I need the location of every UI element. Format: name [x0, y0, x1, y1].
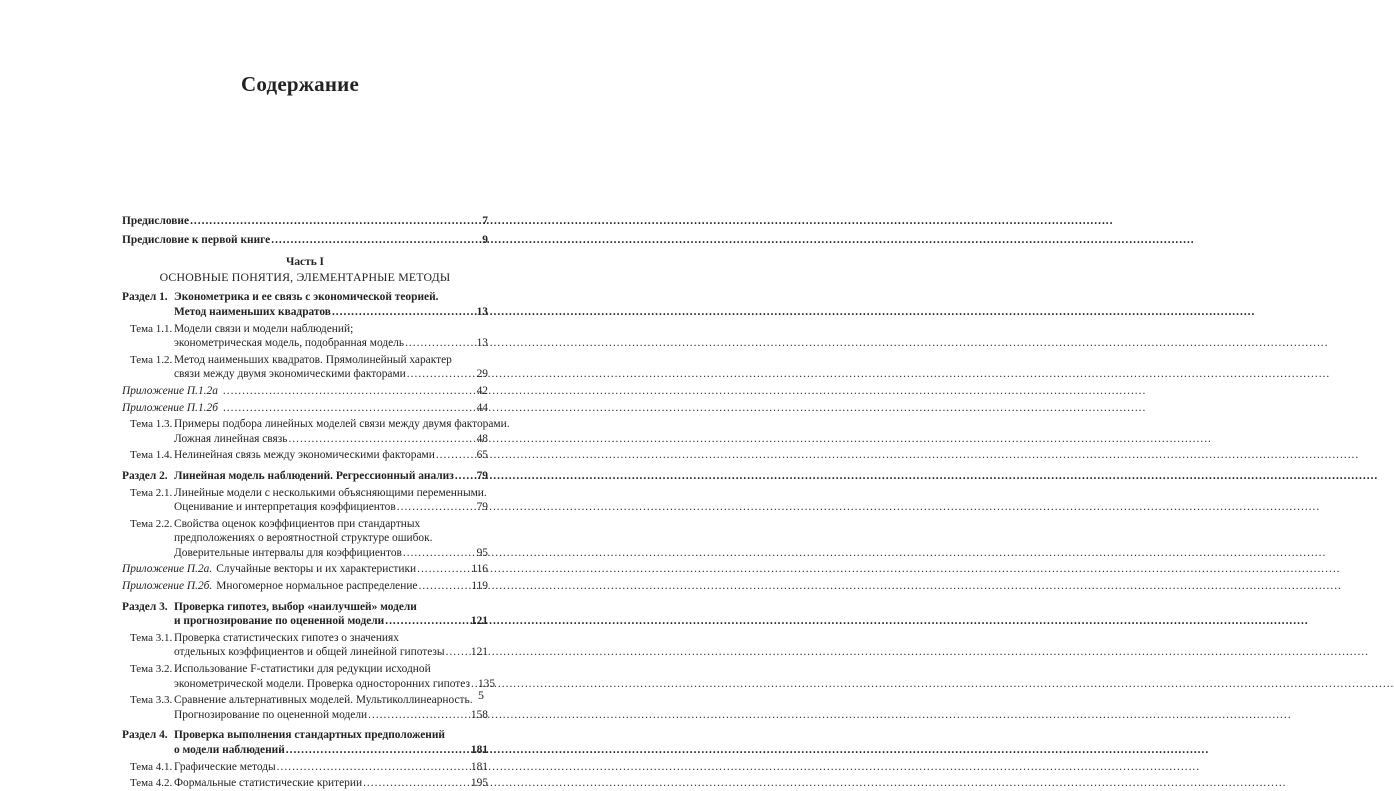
appendix-body	[122, 401, 488, 416]
toc-topic[interactable]	[122, 662, 496, 691]
topic-label: Тема 1.4.	[130, 449, 173, 462]
dot-leader	[446, 645, 470, 660]
dot-leader	[190, 214, 481, 229]
entry-line	[174, 600, 488, 615]
entry-page: 13	[476, 305, 488, 318]
dot-leader	[397, 500, 476, 515]
entry-line	[174, 500, 488, 515]
entry-text: Ложная линейная связь	[174, 432, 288, 445]
entry-text: Сравнение альтернативных моделей. Мультиколлинеарность.	[174, 694, 473, 707]
entry-page: 42	[476, 384, 488, 397]
dot-leader	[471, 677, 477, 692]
entry-page: 29	[476, 368, 488, 381]
entry-text: о модели наблюдений	[174, 744, 285, 756]
entry-line	[174, 322, 488, 337]
dot-leader	[405, 336, 476, 351]
entry-line	[174, 677, 496, 692]
entry-line	[174, 531, 488, 546]
entry-page: 121	[470, 615, 488, 628]
entry-line	[174, 776, 488, 791]
entry-line	[174, 614, 488, 629]
topic-label: Тема 2.1.	[130, 486, 173, 499]
toc-topic[interactable]	[122, 760, 488, 775]
entry-line	[174, 448, 488, 463]
entry-line	[174, 693, 488, 708]
toc-topic[interactable]	[122, 417, 510, 446]
entry-page: 116	[471, 563, 488, 576]
entry-page: 65	[476, 449, 488, 462]
entry-line	[174, 517, 488, 532]
section-label: Раздел 2.	[122, 469, 168, 482]
toc-appendix[interactable]	[122, 401, 488, 416]
topic-body	[174, 417, 510, 446]
entry-line	[174, 367, 488, 382]
entry-line	[174, 353, 488, 368]
toc-section[interactable]	[122, 290, 488, 319]
entry-text: Многомерное нормальное распределение	[216, 580, 418, 593]
entry-line	[174, 546, 488, 561]
topic-body	[174, 760, 488, 775]
appendix-label: Приложение П.2а.	[122, 563, 213, 576]
entry-text: эконометрическая модель, подобранная модель	[174, 337, 405, 350]
entry-line	[122, 579, 488, 594]
entry-line	[174, 469, 488, 484]
part-number: Часть I	[285, 256, 324, 269]
entry-page: 158	[470, 708, 488, 721]
section-label: Раздел 1.	[122, 291, 168, 304]
dot-leader	[385, 614, 470, 629]
toc-topic[interactable]	[122, 322, 488, 351]
topic-label: Тема 3.2.	[130, 663, 173, 676]
topic-body	[174, 322, 488, 351]
entry-page: 135	[477, 677, 496, 690]
topic-label: Тема 4.2.	[130, 777, 173, 790]
entry-page: 195	[470, 777, 488, 790]
entry-text: предположениях о вероятностной структуре ошибок.	[174, 532, 433, 545]
entry-text: Модели связи и модели наблюдений;	[174, 322, 354, 335]
entry-page: 79	[476, 469, 488, 482]
topic-body	[174, 631, 488, 660]
topic-body	[174, 776, 488, 791]
dot-leader	[403, 546, 476, 561]
entry-line	[122, 562, 488, 577]
dot-leader	[223, 401, 476, 416]
entry-text: Случайные векторы и их характеристики	[216, 563, 417, 576]
entry-text: Прогнозирование по оцененной модели	[174, 708, 368, 721]
entry-text: Метод наименьших квадратов. Прямолинейный характер	[174, 353, 452, 366]
entry-line	[174, 645, 488, 660]
topic-body	[174, 693, 488, 722]
entry-text: Эконометрика и ее связь с экономической теорией.	[174, 291, 439, 304]
topic-label: Тема 2.2.	[130, 517, 173, 530]
dot-leader	[407, 367, 476, 382]
toc-appendix[interactable]	[122, 562, 488, 577]
entry-page: 181	[470, 760, 488, 773]
dot-leader	[223, 384, 476, 399]
part-title: ОСНОВНЫЕ ПОНЯТИЯ, ЭЛЕМЕНТАРНЫЕ МЕТОДЫ	[159, 269, 451, 284]
entry-line	[174, 728, 488, 743]
section-body	[174, 600, 488, 629]
appendix-body	[122, 579, 488, 594]
topic-body	[174, 353, 488, 382]
topic-label: Тема 4.1.	[130, 760, 173, 773]
toc-section[interactable]	[122, 728, 488, 757]
page-number: 5	[478, 688, 484, 702]
entry-text: Нелинейная связь между экономическими факторами	[174, 449, 435, 462]
dot-leader	[455, 469, 476, 484]
entry-line	[174, 417, 510, 432]
entry-line	[174, 708, 488, 723]
entry-line	[174, 290, 488, 305]
entry-text: Формальные статистические критерии	[174, 777, 363, 790]
entry-line	[174, 760, 488, 775]
toc-topic[interactable]	[122, 776, 488, 791]
dot-leader	[436, 448, 476, 463]
entry-line	[174, 743, 488, 758]
topic-body	[174, 486, 488, 515]
section-label: Раздел 3.	[122, 600, 168, 613]
page-title: Содержание	[241, 72, 359, 96]
dot-leader	[332, 305, 476, 320]
toc-topic[interactable]	[122, 631, 488, 660]
topic-label: Тема 1.2.	[130, 353, 173, 366]
entry-text: Метод наименьших квадратов	[174, 305, 331, 318]
toc-topic[interactable]	[122, 353, 488, 382]
entry-text: Проверка выполнения стандартных предположений	[174, 729, 445, 742]
toc-appendix[interactable]	[122, 579, 488, 594]
entry-text: Линейная модель наблюдений. Регрессионный анализ	[174, 469, 454, 482]
entry-line	[122, 401, 488, 416]
dot-leader	[271, 233, 481, 248]
toc-topic[interactable]	[122, 448, 488, 463]
dot-leader	[286, 743, 470, 758]
appendix-label: Приложение П.1.2б	[122, 401, 218, 414]
entry-page: 121	[470, 646, 488, 659]
topic-body	[174, 517, 488, 561]
entry-text: Предисловие	[122, 215, 190, 227]
toc-entry-preface[interactable]	[122, 214, 488, 229]
toc-topic[interactable]	[122, 517, 488, 561]
entry-text: Проверка статистических гипотез о значениях	[174, 631, 399, 644]
entry-text: Графические методы	[174, 760, 276, 773]
toc-section[interactable]	[122, 600, 488, 629]
toc-entry-preface[interactable]	[122, 233, 488, 248]
entry-text: Доверительные интервалы для коэффициентов	[174, 546, 402, 559]
appendix-body	[122, 562, 488, 577]
entry-line	[174, 662, 488, 677]
topic-label: Тема 1.3.	[130, 418, 173, 431]
entry-text: Линейные модели с несколькими объясняющими переменными.	[174, 486, 487, 499]
dot-leader	[277, 760, 470, 775]
entry-page: 79	[476, 501, 488, 514]
appendix-label: Приложение П.1.2а	[122, 384, 218, 397]
appendix-body	[122, 384, 488, 399]
entry-line	[174, 486, 488, 501]
entry-text: Предисловие к первой книге	[122, 233, 271, 246]
entry-text: Использование F-статистики для редукции исходной	[174, 663, 431, 676]
entry-page: 9	[482, 233, 488, 246]
dot-leader	[368, 708, 470, 723]
entry-text: и прогнозирование по оцененной модели	[174, 615, 385, 628]
section-body	[174, 469, 488, 484]
toc-appendix[interactable]	[122, 384, 488, 399]
topic-label: Тема 1.1.	[130, 322, 173, 335]
entry-page: 44	[476, 401, 488, 414]
entry-page: 13	[476, 337, 488, 350]
entry-page: 95	[476, 546, 488, 559]
entry-text: связи между двумя экономическими факторами	[174, 368, 406, 381]
dot-leader	[363, 776, 470, 791]
entry-line	[174, 432, 488, 447]
table-of-contents	[122, 214, 510, 791]
topic-label: Тема 3.1.	[130, 631, 173, 644]
section-label: Раздел 4.	[122, 729, 168, 742]
topic-body	[174, 448, 488, 463]
section-body	[174, 290, 488, 319]
toc-topic[interactable]	[122, 486, 488, 515]
toc-section[interactable]	[122, 469, 488, 484]
dot-leader	[418, 579, 470, 594]
toc-topic[interactable]	[122, 693, 488, 722]
entry-text: эконометрической модели. Проверка односторонних гипотез	[174, 677, 470, 690]
entry-text: отдельных коэффициентов и общей линейной гипотезы	[174, 646, 445, 659]
dot-leader	[288, 432, 475, 447]
entry-line	[122, 384, 488, 399]
entry-page: 7	[482, 215, 488, 227]
entry-line	[174, 336, 488, 351]
entry-line	[174, 631, 488, 646]
entry-page: 48	[476, 432, 488, 445]
entry-text: Свойства оценок коэффициентов при стандартных	[174, 517, 421, 530]
entry-line	[174, 305, 488, 320]
entry-text: Оценивание и интерпретация коэффициентов	[174, 501, 396, 514]
dot-leader	[417, 562, 470, 577]
appendix-label: Приложение П.2б.	[122, 580, 213, 593]
entry-text: Проверка гипотез, выбор «наилучшей» модели	[174, 600, 417, 613]
section-body	[174, 728, 488, 757]
entry-page: 119	[471, 580, 488, 593]
topic-label: Тема 3.3.	[130, 694, 173, 707]
topic-body	[174, 662, 496, 691]
entry-text: Примеры подбора линейных моделей связи между двумя факторами.	[174, 418, 510, 431]
entry-page: 181	[470, 744, 488, 756]
